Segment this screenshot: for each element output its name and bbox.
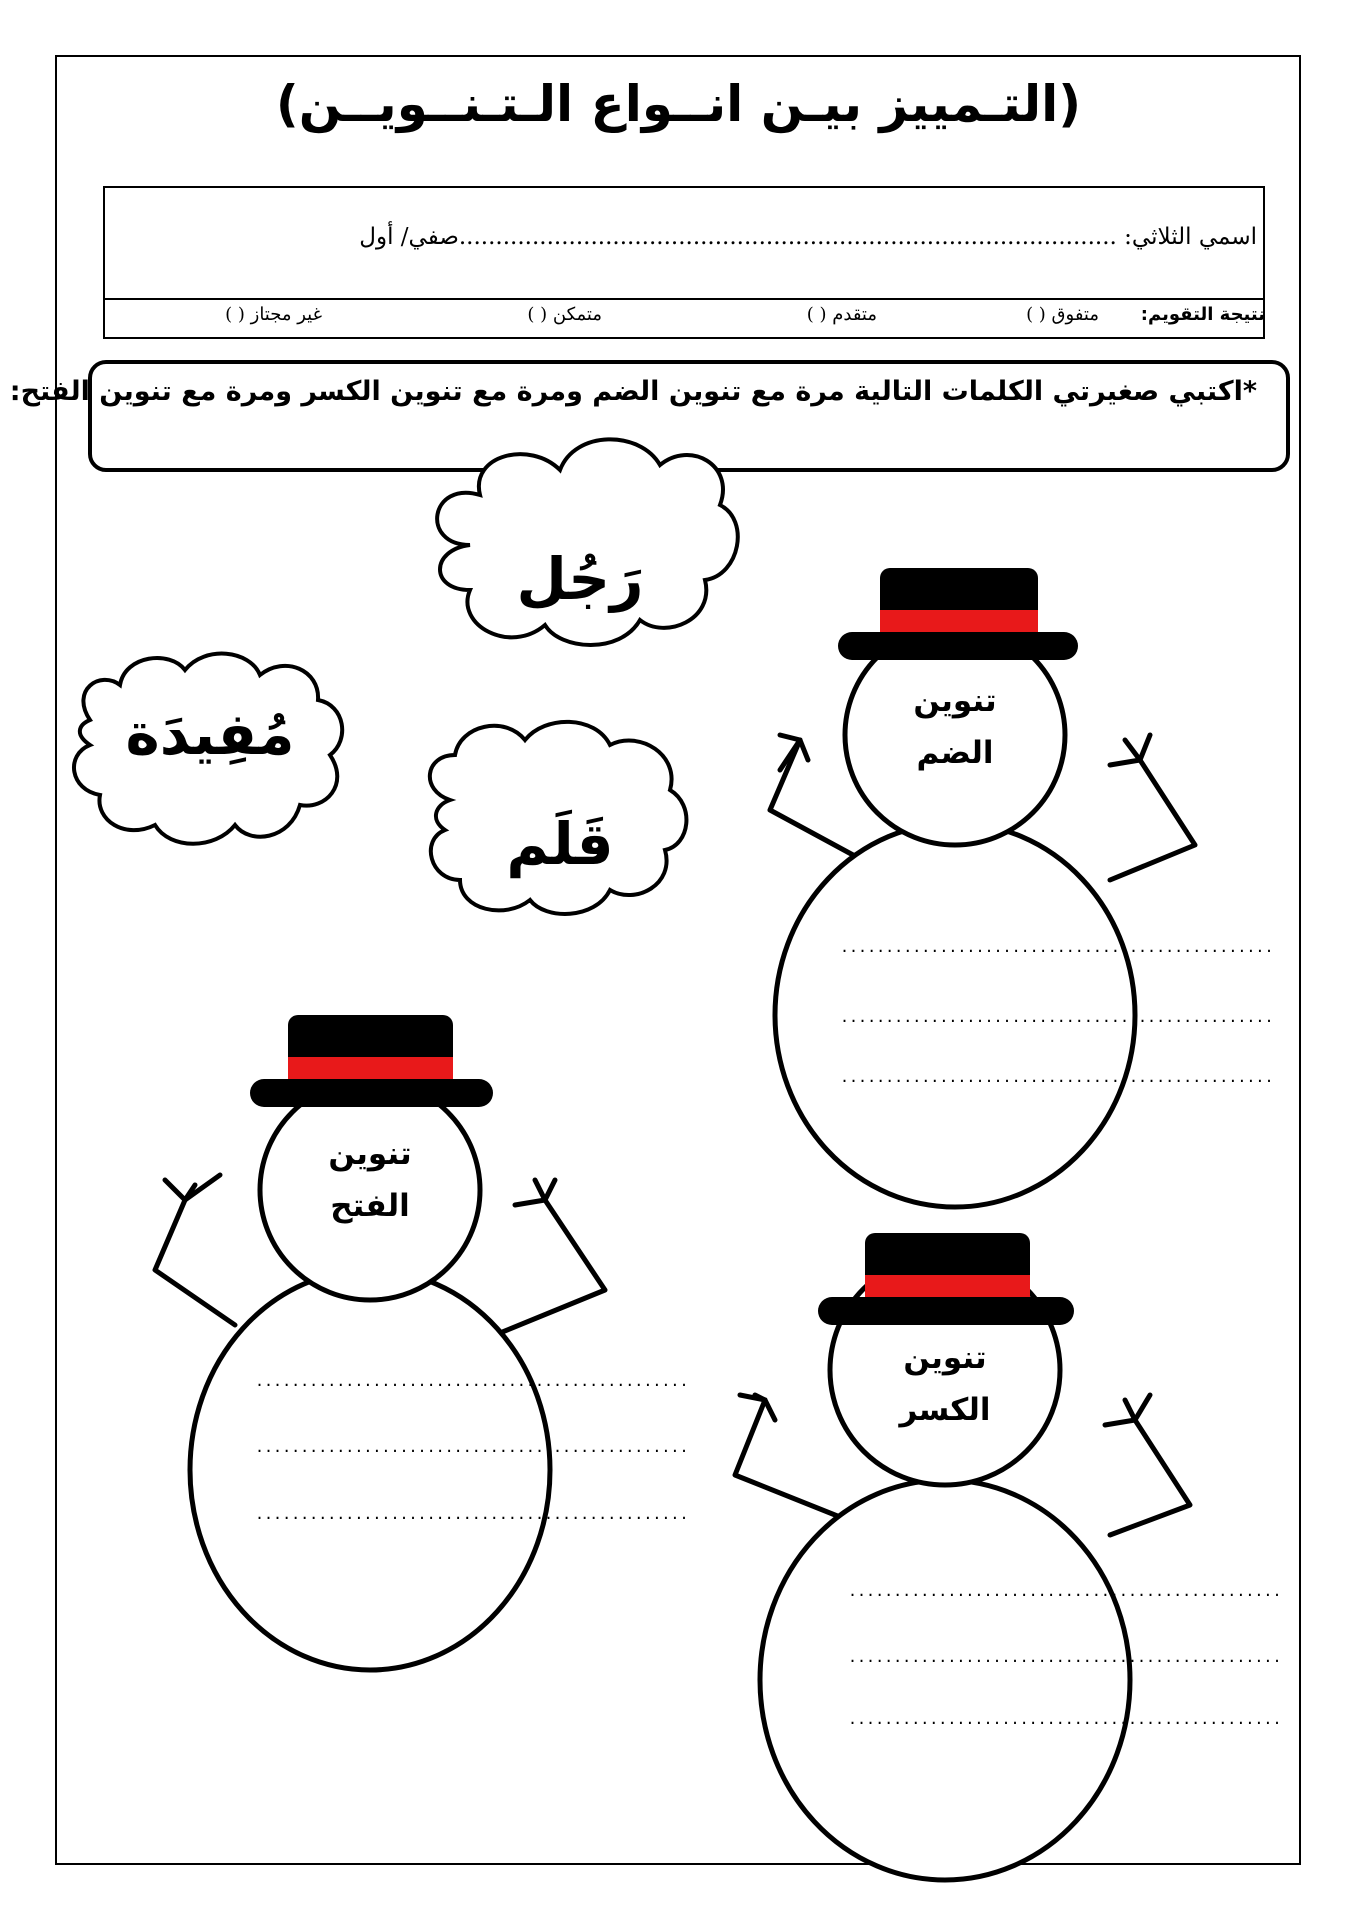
evaluation-label: نتيجة التقويم: (1140, 304, 1265, 325)
answer-line[interactable]: ................................................ (255, 1505, 689, 1523)
cloud-word-rajul: رَجُل (516, 545, 644, 613)
answer-line[interactable]: ................................................ (255, 1438, 689, 1456)
answer-line[interactable]: ................................................ (840, 1068, 1274, 1086)
answer-line[interactable]: ................................................ (840, 1008, 1274, 1026)
answer-line[interactable]: ................................................ (848, 1710, 1282, 1728)
answer-line[interactable]: ................................................ (848, 1648, 1282, 1666)
class-field-label[interactable]: صفي/ أول (359, 224, 459, 250)
snowman-2-label-line2: الفتح (330, 1188, 410, 1224)
eval-option-excellent[interactable]: متفوق ( ) (1026, 304, 1099, 325)
worksheet-title: (التـمييز بيـن انــواع الـتـنــويــن) (275, 75, 1082, 133)
snowman-2-label-line1: تنوين (328, 1136, 412, 1172)
snowman-1-label-line2: الضم (916, 735, 994, 771)
cloud-word-qalam: قَلَم (506, 810, 614, 878)
answer-line[interactable]: ................................................ (255, 1372, 689, 1390)
instruction-text: *اكتبي صغيرتي الكلمات التالية مرة مع تنوين الضم ومرة مع تنوين الكسر ومرة مع تنوين الفتح: (9, 376, 1257, 407)
name-field-label[interactable]: اسمي الثلاثي: .......................................................................................... (458, 224, 1257, 250)
snowman-1-label-line1: تنوين (913, 683, 997, 719)
hat-3 (818, 1233, 1074, 1325)
snowman-1-label (865, 675, 1045, 779)
eval-option-not-passed[interactable]: غير مجتاز ( ) (225, 304, 322, 325)
eval-option-proficient[interactable]: متمكن ( ) (527, 304, 602, 325)
answer-line[interactable]: ................................................ (848, 1582, 1282, 1600)
cloud-shape-1 (437, 439, 738, 645)
snowman-2-label (280, 1128, 460, 1232)
snowman-3-label (855, 1332, 1035, 1436)
hat-2 (250, 1015, 493, 1107)
eval-option-advanced[interactable]: متقدم ( ) (806, 304, 877, 325)
snowman-3-label-line2: الكسر (899, 1392, 991, 1428)
snowman-3-label-line1: تنوين (903, 1340, 987, 1376)
hat-1 (838, 568, 1078, 660)
cloud-word-mufida: مُفِيدَة (125, 700, 295, 768)
answer-line[interactable]: ................................................ (840, 938, 1274, 956)
